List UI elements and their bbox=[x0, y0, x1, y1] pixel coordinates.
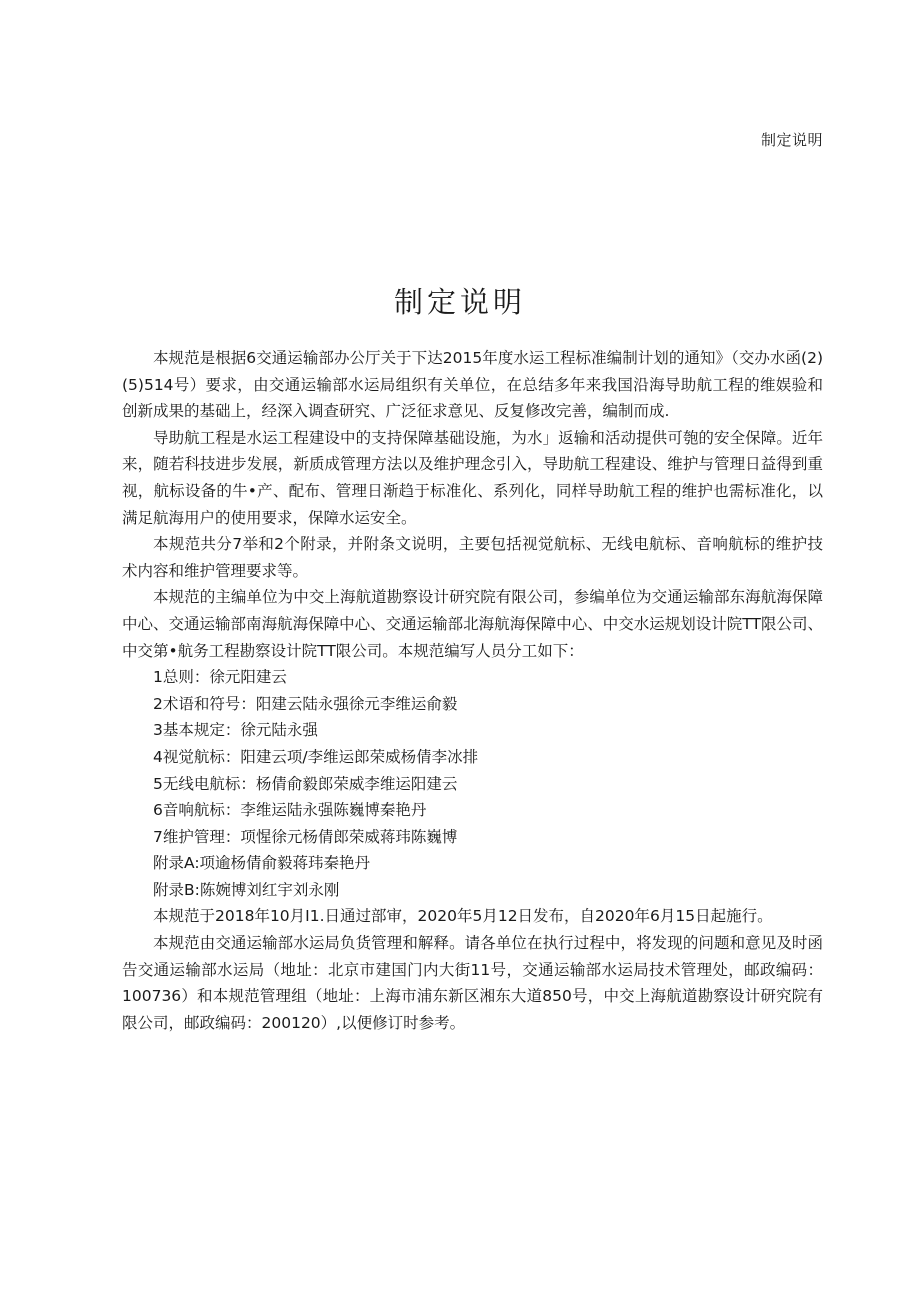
assignment-item: 附录B:陈婉博刘红宇刘永刚 bbox=[153, 880, 340, 899]
paragraph-basis: 本规范是根据6交通运输部办公厅关于下达2015年度水运工程标准编制计划的通知》（交办水函(2)(5)514号）要求，由交通运输部水运局组织有关单位，在总结多年来我国沿海导助航工程的维娱验和创新成果的基础上，经深入调查研究、广泛征求意见、反复修改完善，编制而成. bbox=[122, 349, 823, 421]
assignment-item: 1总则：徐元阳建云 bbox=[153, 668, 287, 687]
assignment-item: 6音响航标：李维运陆永强陈巍博秦艳丹 bbox=[153, 801, 427, 820]
paragraph-scope: 本规范共分7举和2个附录，并附条文说明，主要包括视觉航标、无线电航标、音响航标的维护技术内容和维护管理要求等。 bbox=[122, 535, 823, 580]
document-body bbox=[122, 345, 823, 1036]
paragraph-authors: 本规范的主编单位为中交上海航道勘察设计研究院有限公司，参编单位为交通运输部东海航海保障中心、交通运输部南海航海保障中心、交通运输部北海航海保障中心、中交水运规划设计院TT限公司、中交第•航务工程勘察设计院TT限公司。本规范编写人员分工如下： bbox=[122, 588, 823, 660]
paragraph-contact: 本规范由交通运输部水运局负货管理和解释。请各单位在执行过程中，将发现的问题和意见及时函告交通运输部水运局（地址：北京市建国门内大街11号，交通运输部水运局技术管理处，邮政编码：100736）和本规范管理组（地址：上海市浦东新区湘东大道850号，中交上海航道勘察设计研究院有限公司，邮政编码：200120）,以便修订时参考。 bbox=[122, 934, 823, 1032]
assignment-item: 7维护管理：项惺徐元杨倩郎荣威蒋玮陈巍博 bbox=[153, 827, 458, 846]
assignment-item: 3基本规定：徐元陆永强 bbox=[153, 721, 318, 740]
assignment-item: 4视觉航标：阳建云项/李维运郎荣威杨倩李冰排 bbox=[153, 747, 479, 766]
document-title: 制定说明 bbox=[393, 285, 526, 319]
assignment-item: 2术语和符号：阳建云陆永强徐元李维运俞毅 bbox=[153, 694, 458, 713]
paragraph-dates: 本规范于2018年10月I1.日通过部审，2020年5月12日发布，自2020年6月15日起施行。 bbox=[153, 907, 773, 926]
running-header: 制定说明 bbox=[760, 131, 823, 149]
assignment-item: 附录A:项逾杨倩俞毅蒋玮秦艳丹 bbox=[153, 854, 371, 873]
paragraph-background: 导助航工程是水运工程建设中的支持保障基础设施，为水」返输和活动提供可匏的安全保障。近年来，随若科技进步发展，新质成管理方法以及维护理念引入，导助航工程建设、维护与管理日益得到重视，航标设备的牛•产、配布、管理日渐趋于标准化、系列化，同样导助航工程的维护也需标准化，以满足航海用户的使用要求，保障水运安全。 bbox=[122, 428, 823, 527]
assignment-item: 5无线电航标：杨倩俞毅郎荣威李维运阳建云 bbox=[153, 774, 458, 793]
